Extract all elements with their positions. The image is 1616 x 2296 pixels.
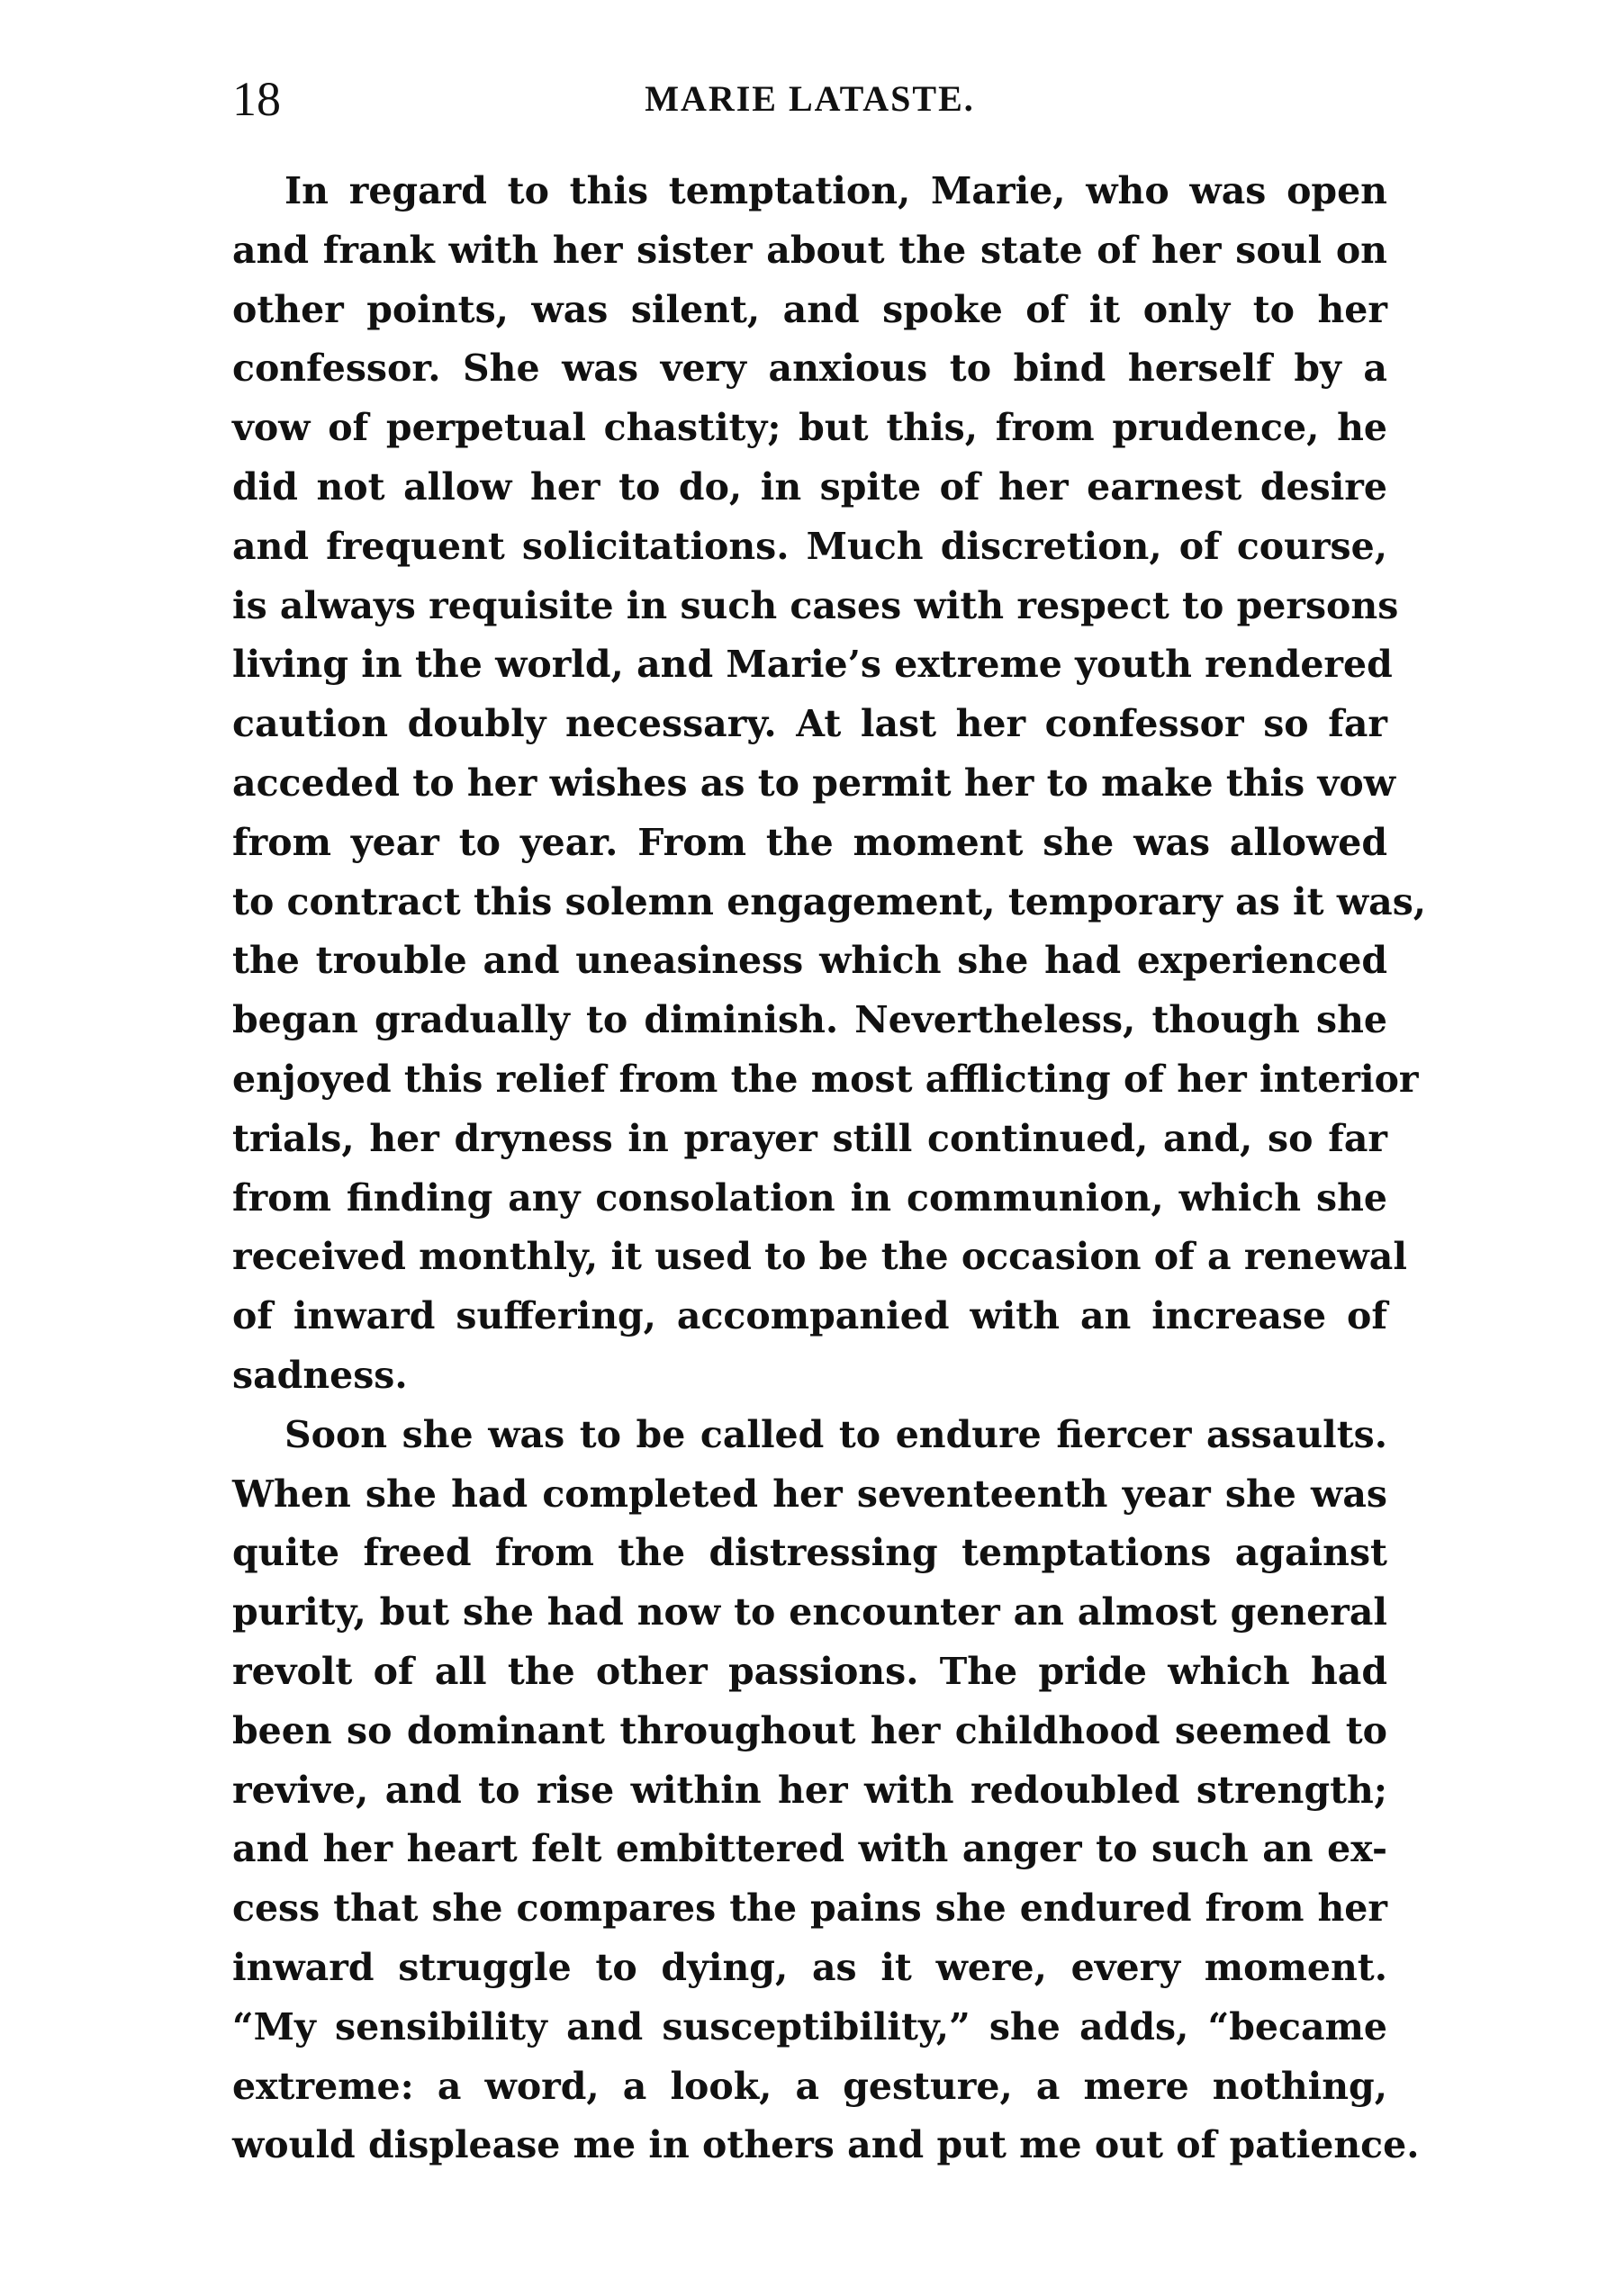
text-line: caution doubly necessary. At last her confessor so far [232,702,1387,746]
running-head [232,63,1387,135]
text-line: When she had completed her seventeenth year she was [232,1472,1387,1516]
text-line: extreme: a word, a look, a gesture, a mere nothing, [232,2064,1387,2108]
text-line: the trouble and uneasiness which she had experienced [232,939,1387,983]
text-line: vow of perpetual chastity; but this, from prudence, he [232,406,1387,450]
text-line: from finding any consolation in communion, which she [232,1175,1387,1220]
text-line: acceded to her wishes as to permit her to make this vow [232,761,1396,805]
text-line: Soon she was to be called to endure fiercer assaults. [284,1412,1387,1456]
text-line: cess that she compares the pains she endured from her [232,1886,1387,1931]
text-line: from year to year. From the moment she was allowed [232,820,1387,864]
text-line: and frank with her sister about the state of her soul on [232,228,1387,272]
paragraph-2 [232,1406,1420,2175]
body-text [232,162,1427,2175]
text-line: did not allow her to do, in spite of her earnest desire [232,464,1387,509]
text-line: revolt of all the other passions. The pride which had [232,1649,1387,1693]
text-line: In regard to this temptation, Marie, who was open [284,169,1387,212]
running-title: MARIE LATASTE. [645,78,975,119]
text-line: “My sensibility and susceptibility,” she adds, “became [232,2004,1387,2048]
text-line: confessor. She was very anxious to bind herself by a [232,347,1387,391]
text-line: inward struggle to dying, as it were, every moment. [232,1945,1387,1989]
text-line: and her heart felt embittered with anger to such an ex- [232,1827,1387,1871]
text-line: enjoyed this relief from the most afflicting of her interior [232,1057,1419,1101]
text-line: to contract this solemn engagement, temporary as it was, [232,879,1427,923]
text-line: sadness. [232,1353,408,1397]
page-number: 18 [232,72,281,126]
text-line: other points, was silent, and spoke of it only to her [232,287,1387,331]
text-line: received monthly, it used to be the occasion of a renewal [232,1235,1407,1279]
paragraph-1 [232,162,1427,1406]
text-line: trials, her dryness in prayer still continued, and, so far [232,1116,1387,1160]
text-line: been so dominant throughout her childhood seemed to [232,1708,1387,1752]
text-line: is always requisite in such cases with respect to persons [232,583,1399,627]
text-line: purity, but she had now to encounter an almost general [232,1590,1387,1634]
text-line: quite freed from the distressing temptations against [232,1531,1387,1575]
text-line: living in the world, and Marie’s extreme youth rendered [232,643,1393,687]
text-line: began gradually to diminish. Nevertheless, though she [232,998,1387,1042]
text-line: of inward suffering, accompanied with an increase of [232,1294,1387,1338]
text-line: and frequent solicitations. Much discretion, of course, [232,524,1387,568]
text-line: revive, and to rise within her with redoubled strength; [232,1768,1387,1812]
text-line: would displease me in others and put me out of patience. [232,2123,1420,2167]
